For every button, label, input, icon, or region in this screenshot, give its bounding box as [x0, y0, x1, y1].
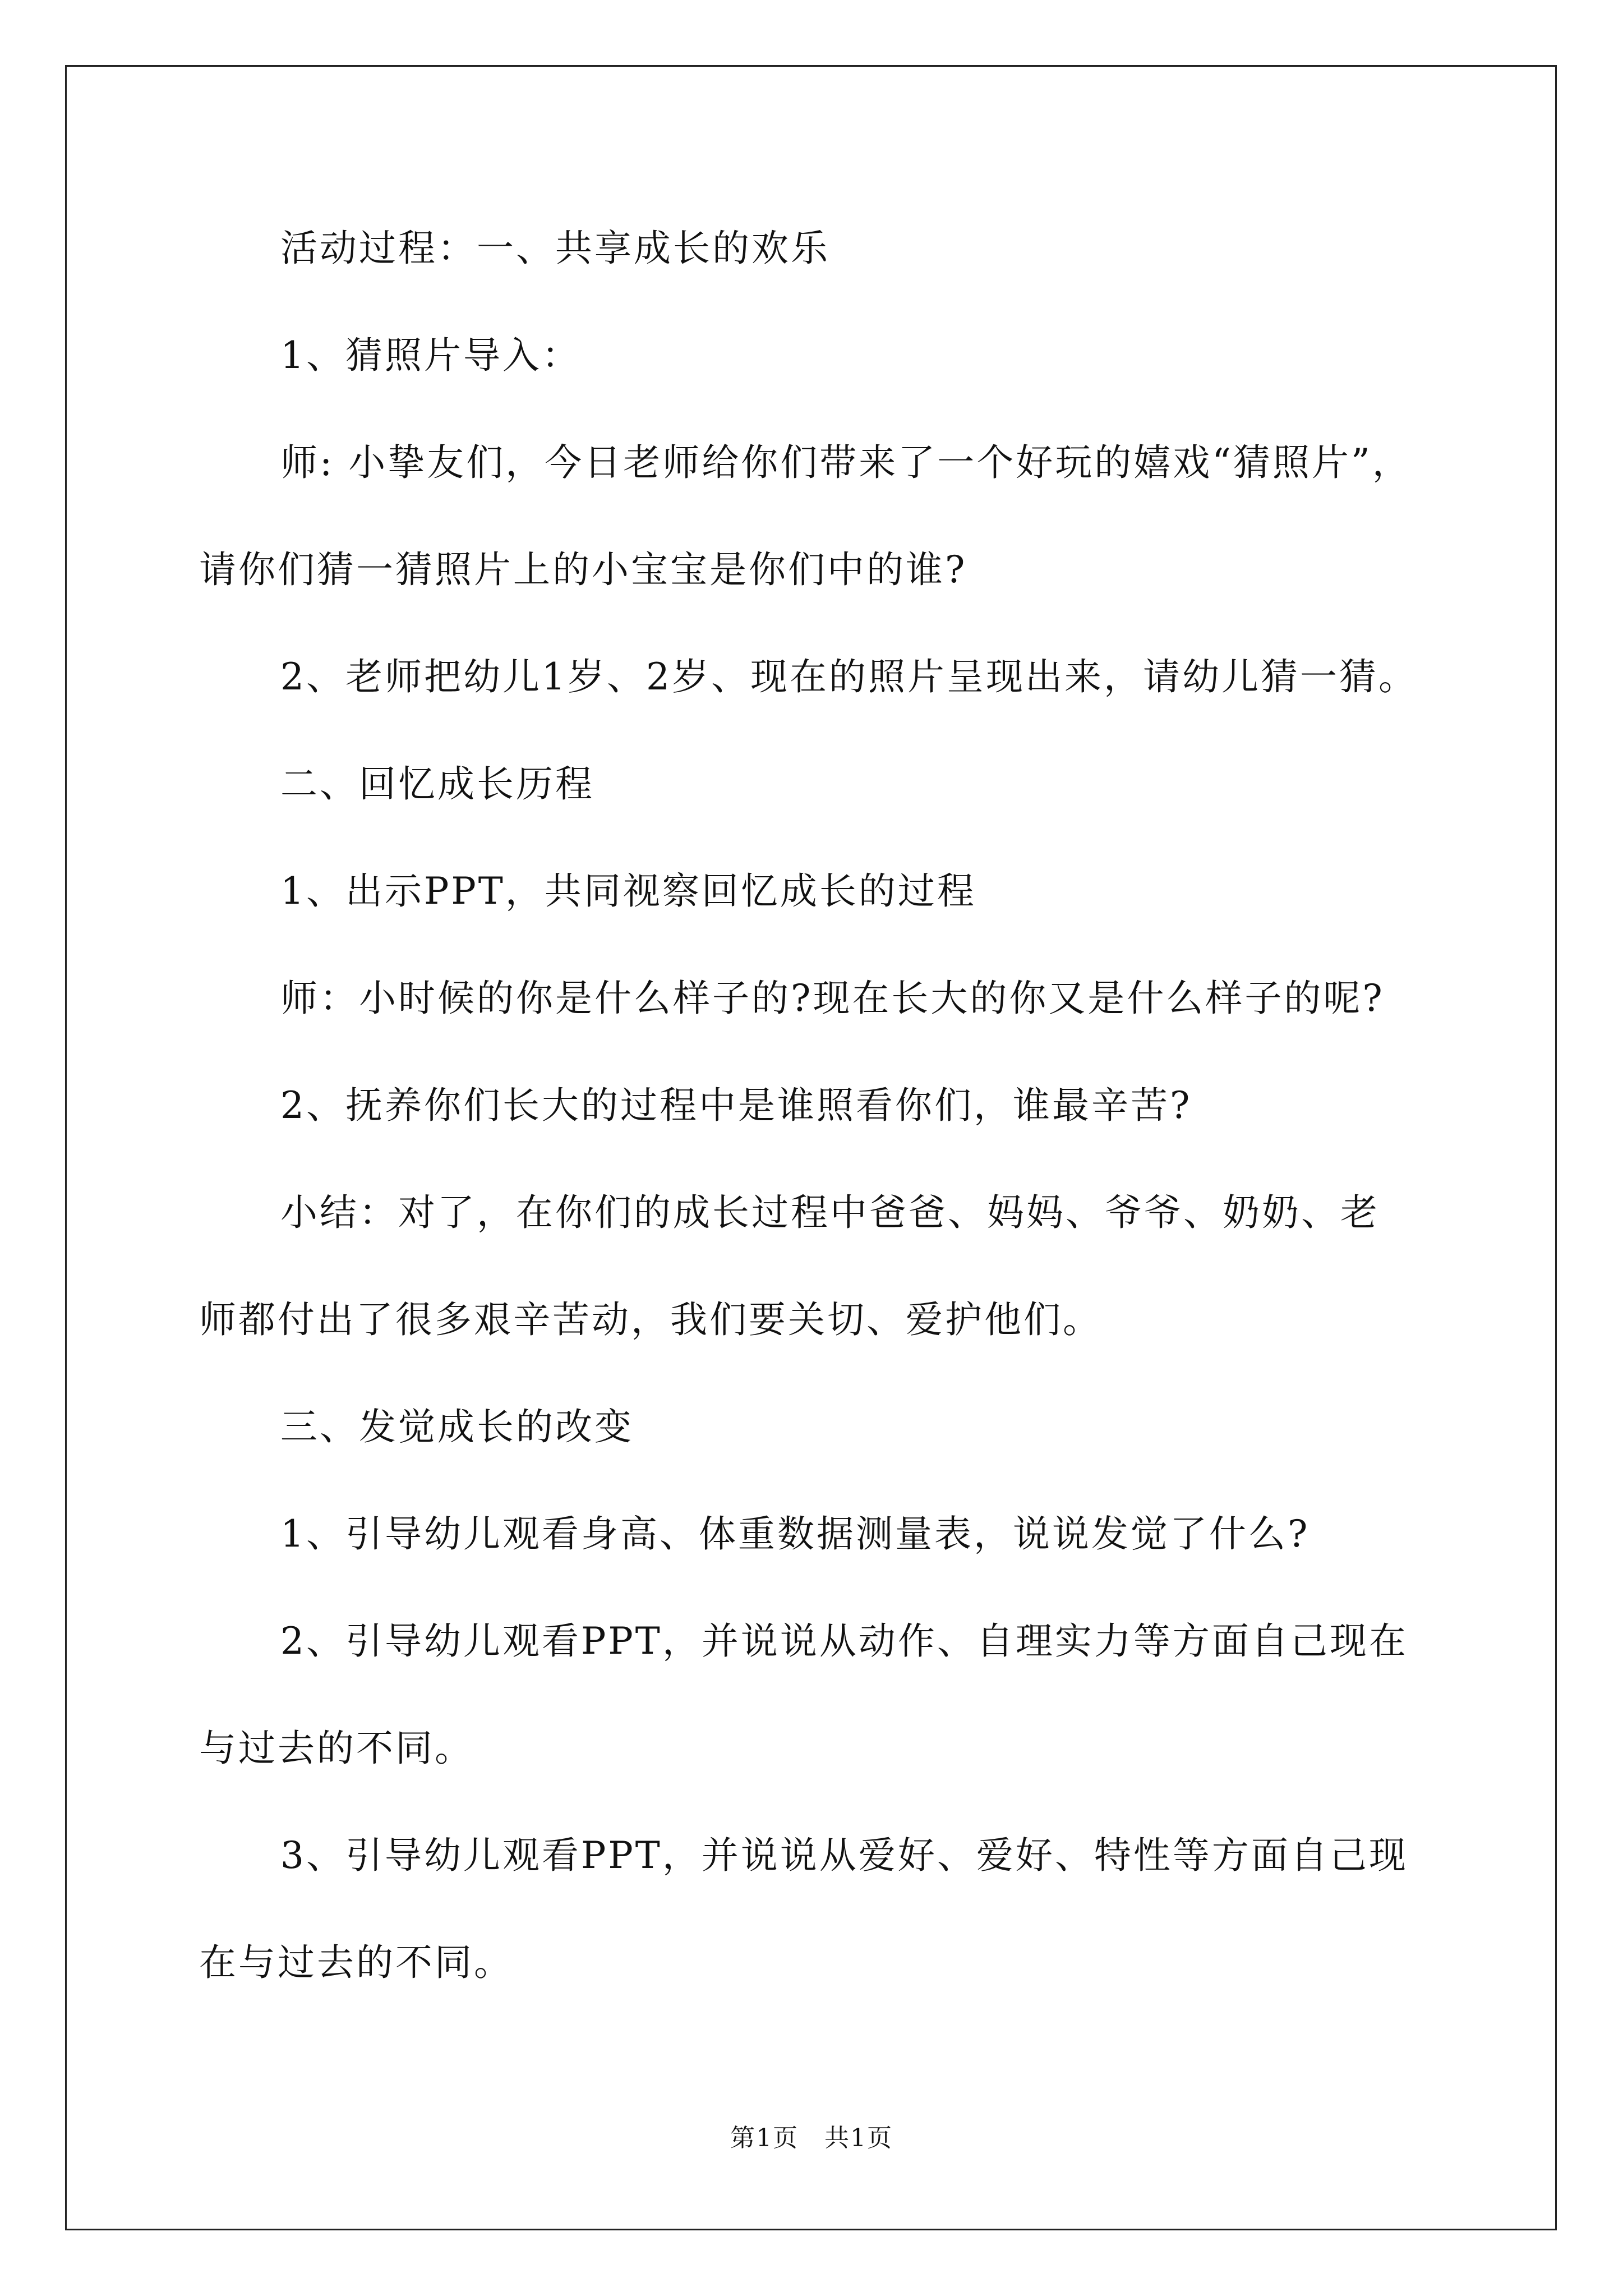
page-footer: 第1页 共1页 [730, 2124, 893, 2152]
paragraph-summary [199, 1186, 1433, 1347]
paragraph-show-ppt: 1、出示PPT，共同视察回忆成长的过程 [280, 869, 976, 913]
paragraph-section-three: 三、发觉成长的改变 [280, 1405, 634, 1448]
paragraph-show-photos: 2、老师把幼儿1岁、2岁、现在的照片呈现出来，请幼儿猜一猜。 [280, 655, 1418, 698]
paragraph-teacher-intro-line1: 师: 小挚友们，今日老师给你们带来了一个好玩的嬉戏“猜照片”， [280, 441, 1412, 484]
paragraph-teacher-intro [199, 436, 1433, 597]
paragraph-ppt-actions-line1: 2、引导幼儿观看PPT，并说说从动作、自理实力等方面自己现在 [280, 1619, 1408, 1663]
paragraph-ppt-hobbies [199, 1829, 1433, 1990]
paragraph-summary-line1: 小结：对了，在你们的成长过程中爸爸、妈妈、爷爷、奶奶、老 [280, 1191, 1380, 1234]
paragraph-ppt-actions [199, 1614, 1433, 1775]
paragraph-teacher-question: 师：小时候的你是什么样子的?现在长大的你又是什么样子的呢? [280, 977, 1385, 1020]
paragraph-ppt-actions-line2: 与过去的不同。 [199, 1727, 474, 1770]
paragraph-summary-line2: 师都付出了很多艰辛苦动，我们要关切、爱护他们。 [199, 1298, 1102, 1341]
document-body [199, 222, 1433, 2043]
paragraph-section-two: 二、回忆成长历程 [280, 762, 594, 806]
paragraph-guess-photo-intro: 1、猜照片导入： [280, 334, 581, 377]
paragraph-activity-process: 活动过程：一、共享成长的欢乐 [280, 227, 830, 270]
paragraph-ppt-hobbies-line1: 3、引导幼儿观看PPT，并说说从爱好、爱好、特性等方面自己现 [280, 1834, 1408, 1877]
paragraph-who-cares: 2、抚养你们长大的过程中是谁照看你们，谁最辛苦? [280, 1084, 1192, 1127]
paragraph-measurement-table: 1、引导幼儿观看身高、体重数据测量表，说说发觉了什么? [280, 1512, 1310, 1556]
paragraph-teacher-intro-line2: 请你们猜一猜照片上的小宝宝是你们中的谁? [199, 548, 967, 591]
paragraph-ppt-hobbies-line2: 在与过去的不同。 [199, 1941, 513, 1984]
